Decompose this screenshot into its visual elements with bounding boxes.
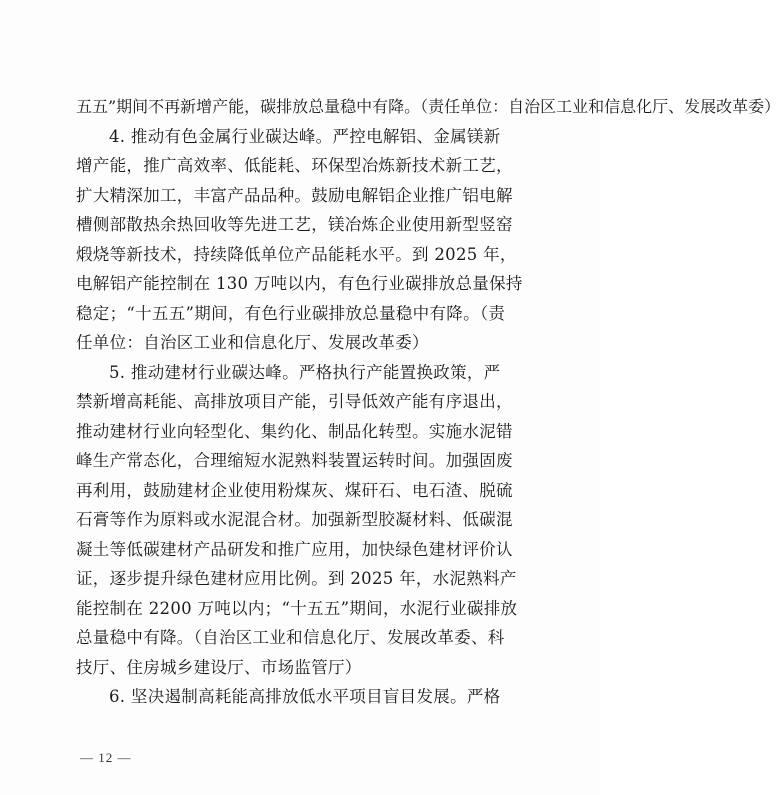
text-line: 稳定；“十五五”期间，有色行业碳排放总量稳中有降。（责 xyxy=(76,303,506,323)
text-line: 槽侧部散热余热回收等先进工艺，镁冶炼企业使用新型竖窑 xyxy=(76,215,513,234)
text-line: 技厅、住房城乡建设厅、市场监管厅） xyxy=(76,657,362,677)
text-line: 证，逐步提升绿色建材应用比例。到 2025 年，水泥熟料产 xyxy=(76,569,517,588)
text-line: 凝土等低碳建材产品研发和推广应用，加快绿色建材评价认 xyxy=(76,539,513,559)
text-line: 电解铝产能控制在 130 万吨以内，有色行业碳排放总量保持 xyxy=(76,274,523,293)
text-line: 增产能，推广高效率、低能耗、环保型冶炼新技术新工艺， xyxy=(76,156,513,175)
text-line: 5. 推动建材行业碳达峰。严格执行产能置换政策，严 xyxy=(109,362,501,382)
text-line: 6. 坚决遏制高耗能高排放低水平项目盲目发展。严格 xyxy=(109,687,501,706)
text-line: 总量稳中有降。（自治区工业和信息化厅、发展改革委、科 xyxy=(76,628,505,647)
text-line: 能控制在 2200 万吨以内；“十五五”期间，水泥行业碳排放 xyxy=(76,598,518,618)
text-line: 扩大精深加工，丰富产品品种。鼓励电解铝企业推广铝电解 xyxy=(76,185,513,205)
text-line: 五五”期间不再新增产能，碳排放总量稳中有降。（责任单位：自治区工业和信息化厅、发展改革委） xyxy=(76,97,780,116)
text-line: 推动建材行业向轻型化、集约化、制品化转型。实施水泥错 xyxy=(76,421,513,441)
text-line: 4. 推动有色金属行业碳达峰。严控电解铝、金属镁新 xyxy=(109,126,501,146)
page-number: — 12 — xyxy=(80,750,132,765)
body-text xyxy=(76,92,780,712)
text-line: 禁新增高耗能、高排放项目产能，引导低效产能有序退出， xyxy=(76,392,513,411)
text-line: 峰生产常态化，合理缩短水泥熟料装置运转时间。加强固废 xyxy=(76,451,513,470)
text-line: 再利用，鼓励建材企业使用粉煤灰、煤矸石、电石渣、脱硫 xyxy=(76,480,513,500)
text-line: 煅烧等新技术，持续降低单位产品能耗水平。到 2025 年， xyxy=(76,244,517,264)
text-line: 任单位：自治区工业和信息化厅、发展改革委） xyxy=(76,333,429,352)
text-line: 石膏等作为原料或水泥混合材。加强新型胶凝材料、低碳混 xyxy=(76,510,513,529)
